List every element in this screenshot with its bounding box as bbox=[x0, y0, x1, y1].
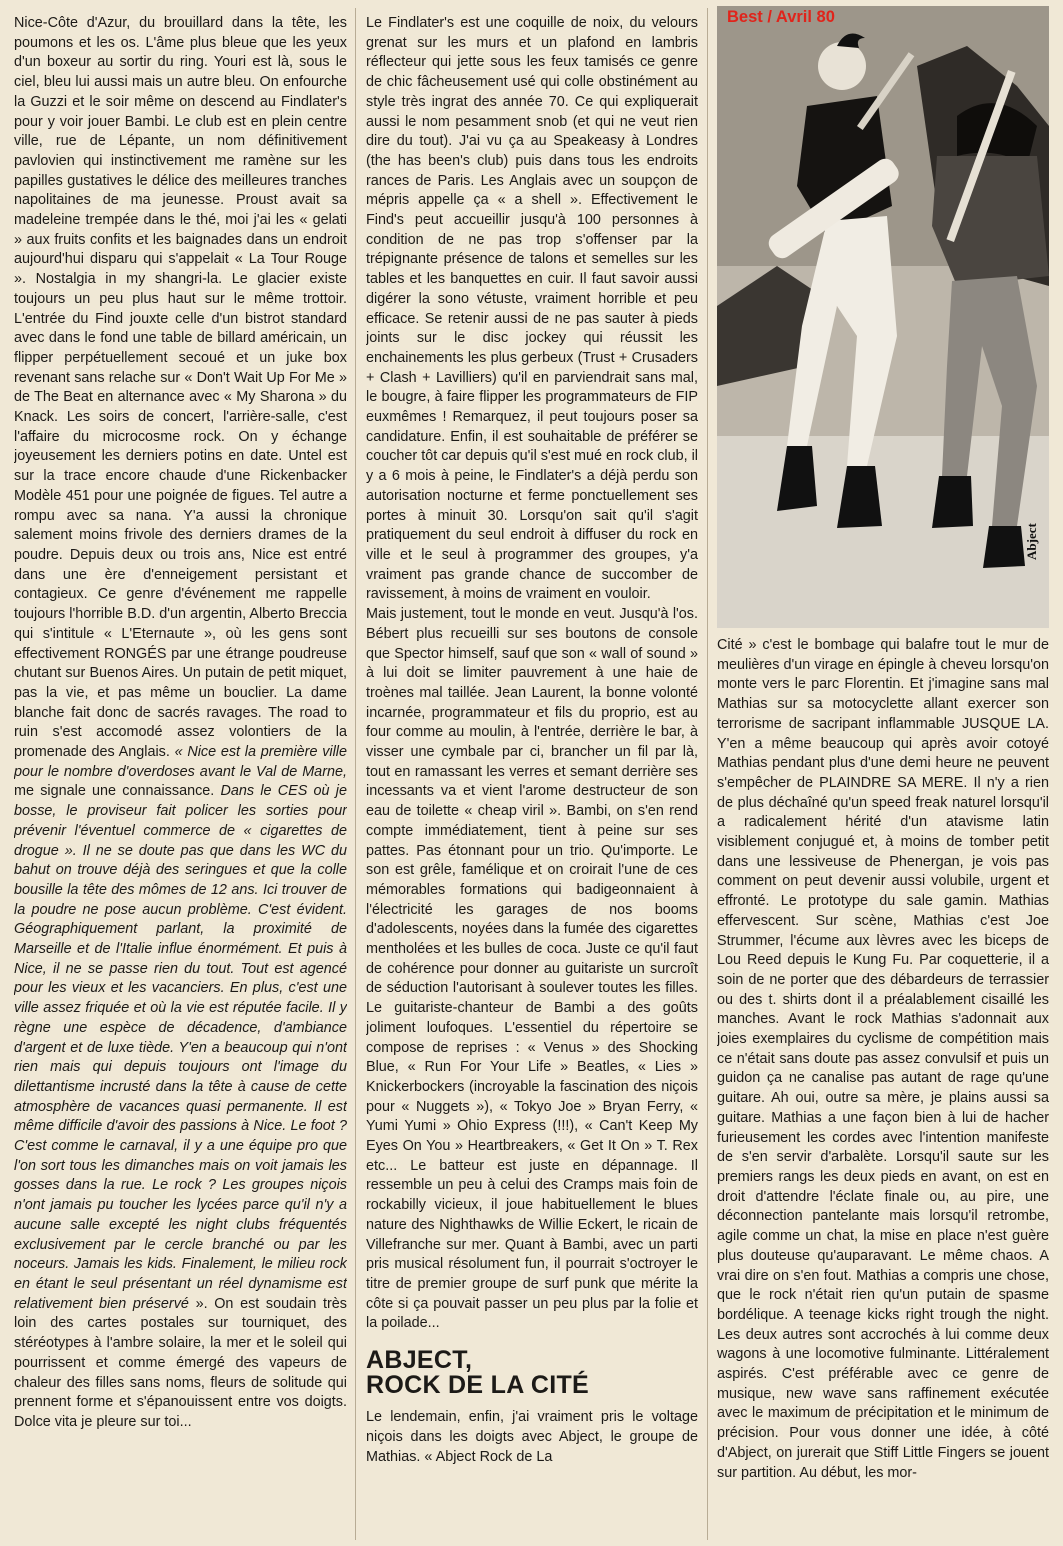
body-text: me signale une connaissance. bbox=[14, 783, 221, 800]
article-paragraph: Le lendemain, enfin, j'ai vraiment pris le voltage niçois dans les doigts avec Abject, le groupe de Mathias. « Abject Rock de La bbox=[366, 1409, 698, 1465]
article-paragraph bbox=[14, 14, 347, 1433]
article-paragraph: Le Findlater's est une coquille de noix, du velours grenat sur les murs et un plafond en lambris réflecteur qui jette sous les feux tamisés ce genre de chic fâcheusement usé qui colle obstinément au style très ingrat des année 70. Ce qui expliquerait aussi le nom pesamment snob (et qui ne veut rien dire du tout). J'ai vu ça au Speakeasy à Londres (the has been's club) puis dans tous les endroits rances de Paris. Les Anglais avec un soupçon de mépris appelle ça « a shell ». Effectivement le Find's peut accueillir jusqu'à 100 personnes à condition de ne pas trop s'offenser par la trépignante présence de talons et semelles sur les tables et les banquettes en cuir. Il faut savoir aussi digérer la sono vétuste, vraiment horrible et peu efficace. Se retenir aussi de ne pas sauter à pieds joints sur le disc jockey qui réussit les enchainements les plus gerbeux (Trust + Crusaders + Clash + Lavilliers) qu'il en parviendrait sans mal, le bougre, à faire flipper les programmateurs de FIP euxmêmes ! Remarquez, il peut toujours poser sa candidature. Enfin, il est souhaitable de préférer se coucher tôt car depuis qu'il s'est mué en rock club, il y a 6 mois à peine, le Findlater's a déjà perdu son autorisation nocturne et ferme ponctuellement ses portes à minuit 30. Lorsqu'on sait qu'il s'agit pratiquement du seul endroit à diffuser du rock en ville et le seul à programmer des groupes, y'a vraiment pas grande chance de succomber de ravissement, à moins de vraiment en vouloir. bbox=[366, 15, 698, 603]
article-column-1 bbox=[14, 14, 347, 1542]
article-paragraph: Cité » c'est le bombage qui balafre tout le mur de meulières d'un virage en épingle à cheveu lorsqu'on monte vers le parc Florentin. Et j'imagine sans mal Mathias sur sa motocyclette allant exercer son terrorisme de sacripant inflammable JUSQUE LA. Y'en a même beaucoup qui après avoir cotoyé Mathias pendant plus d'une demi heure ne peuvent s'empêcher de PLAINDRE SA MERE. Il n'y a rien de plus déchaîné qu'un speed freak naturel lorsqu'il a radicalement hérité d'un atavisme latin visiblement conjugué et, à moins de tomber petit dans une lessiveuse de Phenergan, je vois pas comment on peut devenir aussi volubile, urgent et effronté. Le prototype du sale gamin. Mathias effervescent. Sur scène, Mathias c'est Joe Strummer, l'écume aux lèvres avec les biceps de Lou Reed depuis le Kung Fu. Par coquetterie, il a soin de ne porter que des débardeurs de terrassier ou des t. shirts dont il a préalablement cisaillé les manches. Avant le rock Mathias s'adonnait aux joies exemplaires du cyclisme de compétition mais ce n'était sans doute pas assez convulsif et puis un guidon ça ne canalise pas autant de rage qu'une guitare. Ah oui, outre sa mère, je plains aussi sa guitare. Mathias a une façon bien à lui de hacher furieusement les cordes avec l'intention manifeste de s'en servir d'arbalète. Lorsqu'il saute sur les premiers rangs les deux pieds en avant, on est en droit d'attendre l'éclate finale ou, au pire, une déconnection pantelante mais lorsqu'il retrombe, agile comme un chat, la mise en place n'est guère plus douteuse qu'auparavant. Le même chaos. A vrai dire on s'en fout. Mathias a compris une chose, que le rock n'était rien qu'un putain de spasme bordélique. A teenage kicks right trough the night. Les deux autres sont accrochés à lui comme deux wagons à une locomotive fulminante. Littéralement aspirés. C'est préférable avec ce genre de musique, new wave sans raffinement exécutée avec le maximum de précipitation et le minimum de précision. Pour vous donner une idée, à côté d'Abject, on jurerait que Stiff Little Fingers se jouent sur partition. Au début, les mor- bbox=[717, 637, 1049, 1481]
headline-line: ABJECT, bbox=[366, 1346, 473, 1375]
section-headline bbox=[366, 1348, 698, 1398]
headline-line: ROCK DE LA CITÉ bbox=[366, 1371, 590, 1400]
photo-credit: Abject bbox=[1024, 523, 1039, 560]
article-column-2 bbox=[366, 14, 698, 1542]
article-column-3 bbox=[717, 636, 1049, 1542]
column-divider bbox=[355, 8, 356, 1540]
article-paragraph: Mais justement, tout le monde en veut. Jusqu'à l'os. Bébert plus recueilli sur ses boutons de console que Spector himself, sauf que son « wall of sound » à lui doit se limiter pauvrement à une haie de troènes mal taillée. Jean Laurent, la bonne volonté incarnée, programmateur et fils du proprio, est au four comme au moulin, à l'entrée, derrière le bar, à visser une cymbale par ci, brancher un fil par là, tout en ramassant les verres et semant derrière ses incessants va et vient l'arome destructeur de son eau de toilette « cheap viril ». Bambi, on s'en rend compte immédiatement, tient à peine sur ses pattes. Pas étonnant pour un trio. Qu'importe. Le son est grêle, famélique et on croirait l'une de ces mémorables formations qui badigeonnaient à l'électricité les garages de nos booms d'adolescents, noyées dans la fumée des cigarettes mentholées et les bulles de coca. Juste ce qu'il faut de cohérence pour donner au guitariste un surcroît de séduction l'autorisant à soulever toutes les filles. Le guitariste-chanteur de Bambi a des goûts joliment loufoques. L'essentiel du répertoire se compose de reprises : « Venus » des Shocking Blue, « Run For Your Life » Beatles, « Lies » Knickerbockers (incroyable la fascination des niçois pour « Nuggets »), « Tokyo Joe » Bryan Ferry, « Yumi Yumi » Ohio Express (!!!), « Can't Keep My Eyes On You » Heartbreakers, « Get It On » T. Rex etc... Le batteur est juste en dépannage. Il ressemble un peu à celui des Cramps mais foin de rockabilly vicieux, il joue habituellement le blues nature des Nighthawks de Willie Eckert, le ricain de Villefranche sur mer. Quant à Bambi, avec un parti pris musical résolument fun, il pourrait s'octroyer le titre de premier groupe de surf punk que mérite la côte si ça pouvait passer un peu plus par la folie et la poilade... bbox=[366, 606, 698, 1332]
concert-photo bbox=[717, 6, 1049, 628]
column-divider bbox=[707, 8, 708, 1540]
body-text: ». On est soudain très loin des cartes postales sur tourniquet, des stéréotypes à l'ambre solaire, la mer et le soleil qui pourrissent et comme émergé des vapeurs de chaleur des filles sans noms, fleurs de solitude qui prennent forme et s'épanouissent entre vos doigts. Dolce vita je pleure sur toi... bbox=[14, 1295, 347, 1430]
body-text: Nice-Côte d'Azur, du brouillard dans la tête, les poumons et les os. L'âme plus bleue que les yeux d'un boxeur au sortir du ring. Youri est là, sous le ciel, bleu lui aussi mais un autre bleu. On enfourche la Guzzi et le soir même on descend au Findlater's pour y voir jouer Bambi. Le club est en plein centre ville, rue de Lépante, un nom définitivement pavlovien qui instinctivement me ramène sur les papilles gustatives le délice des meilleures tranches napolitaines de ma jeunesse. Proust avait sa madeleine trempée dans le thé, moi j'ai les « gelati » aux fruits confits et les baignades dans un endroit aujourd'hui disparu qui s'appelait « La Tour Rouge ». Nostalgia in my shangri-la. Le glacier existe toujours un peu plus haut sur le même trottoir. L'entrée du Find jouxte celle d'un bistrot standard avec dans le fond une table de billard américain, un flipper perpétuellement secoué et un juke box revenant sans relache sur « Don't Wait Up For Me » de The Beat en alternance avec « My Sharona » du Knack. Les soirs de concert, l'arrière-salle, c'est l'affaire du microcosme rock. On y échange joyeusement les derniers potins en date. Untel est sur la trace encore chaude d'une Rickenbacker Modèle 451 pour une poignée de figues. Tel autre a rompu avec sa nana. Y'a aussi la chronique salement moins frivole des derniers drames de la poudre. Depuis deux ou trois ans, Nice est entré dans une ère d'enneigement persistant et contagieux. Ce genre d'événement me rappelle toujours l'horrible B.D. d'un argentin, Alberto Breccia qui s'intitule « L'Eternaute », où les gens sont effectivement RONGÉS par une étrange poudreuse chutant sur Buenos Aires. Un putain de petit miquet, pas la vie, et pas même un bouclier. La dame blanche fait donc de sacrés ravages. The road to ruin s'est accomodé assez volontiers de la promenade des Anglais. bbox=[14, 15, 347, 761]
italic-quote-text: « Nice est la première ville pour le nombre d'overdoses avant le Val de Marne, bbox=[14, 744, 347, 780]
italic-quote-text: Dans le CES où je bosse, le proviseur fait policer les sorties pour prévenir l'éventuel commerce de « cigarettes de drogue ». Il ne se doute pas que dans les WC du bahut on trouve déjà des seringues et que la colle bousille la tête des mômes de 12 ans. Ici trouver de la poudre ne pose aucun problème. C'est évident. Géographiquement parlant, la proximité de Marseille et de l'Italie influe énormément. Et puis à Nice, il ne se passe rien du tout. Tout est agencé pour les vieux et les vacanciers. En plus, c'est une ville assez friquée et où la vie est réputée facile. Il y règne une espèce de décadence, d'ambiance d'argent et de luxe tiède. Y'en a beaucoup qui n'ont rien mais qui depuis toujours ont l'image du dilettantisme incrusté dans la tête à cause de cette atmosphère de vacances quasi permanente. Il est même difficile d'avoir des passions à Nice. Le foot ? C'est comme le carnaval, il y a une équipe pro que l'on sort tous les dimanches mais on voit jamais les gosses dans la rue. Le rock ? Les groupes niçois n'ont jamais pu toucher les lycées parce qu'il n'y a aucune salle excepté les night clubs fréquentés exclusivement par le cercle branché ou par les noceurs. Jamais les kids. Finalement, le milieu rock en étant le seul présentant un réel dynamisme est relativement bien préservé bbox=[14, 783, 347, 1312]
concert-photo-illustration bbox=[717, 6, 1049, 628]
source-tag: Best / Avril 80 bbox=[727, 8, 835, 26]
